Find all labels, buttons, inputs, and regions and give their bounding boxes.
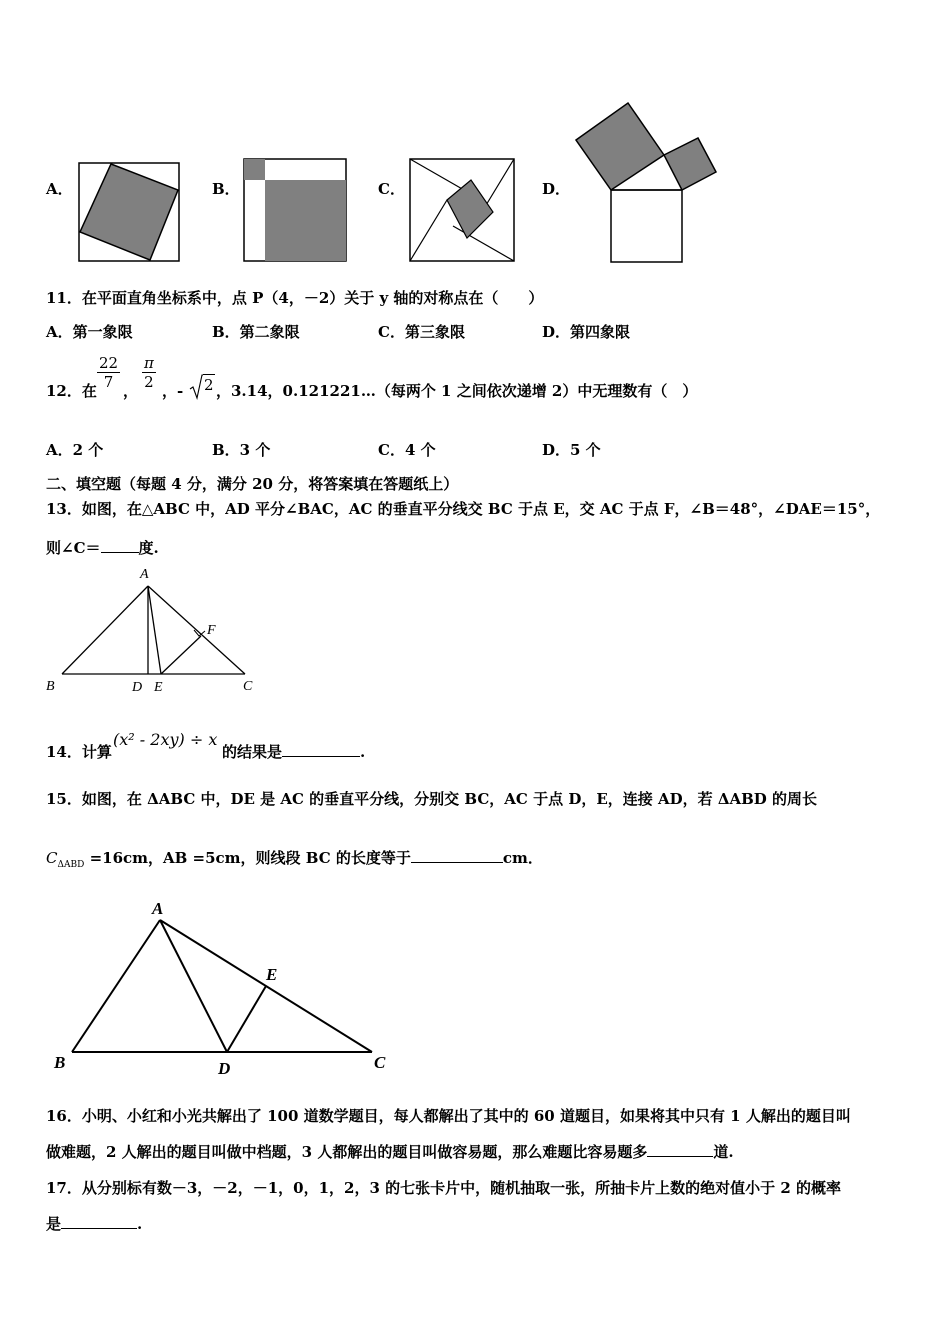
q11-option-c: C．第三象限: [378, 323, 465, 341]
q15-perimeter-symbol: C: [46, 849, 58, 867]
vertex-label-a: A: [152, 899, 164, 918]
q11-stem: 11．在平面直角坐标系中，点 P（4，－2）关于 y 轴的对称点在（ ）: [46, 289, 544, 307]
q10-option-a-figure: [78, 162, 180, 262]
q10-option-b-figure: [243, 158, 347, 262]
right-gray-square: [664, 138, 716, 190]
q12-option-c: C．4 个: [378, 441, 436, 459]
fraction-denominator: 2: [144, 373, 154, 391]
small-gray-square: [244, 159, 265, 180]
bottom-square: [611, 190, 682, 262]
q17-line2-suffix: .: [137, 1215, 143, 1233]
q17-line1: 17．从分别标有数－3，－2，－1，0，1，2，3 的七张卡片中，随机抽取一张，所抽卡片上数的绝对值小于 2 的概率: [46, 1179, 842, 1197]
vertex-label-c: C: [374, 1053, 386, 1072]
vertex-label-b: B: [54, 1053, 66, 1072]
q12-after-pi: ，-: [162, 382, 184, 400]
q16-line1: 16．小明、小红和小光共解出了 100 道数学题目，每人都解出了其中的 60 道题目，如果将其中只有 1 人解出的题目叫: [46, 1107, 851, 1125]
q11-option-d: D．第四象限: [542, 323, 631, 341]
q10-option-b-label: B．: [212, 180, 240, 198]
fraction-numerator: 22: [99, 354, 119, 372]
q11-option-a: A．第一象限: [46, 323, 133, 341]
q13-answer-blank[interactable]: [101, 538, 139, 553]
vertex-label-b: B: [46, 679, 55, 694]
q12-fraction-pi-2: [142, 354, 156, 391]
q11-option-b: B．第二象限: [212, 323, 300, 341]
q15-line2-text: =16cm，AB =5cm，则线段 BC 的长度等于: [89, 849, 411, 867]
q17-line2: [46, 1213, 142, 1234]
q10-option-a-label: A．: [46, 180, 73, 198]
vertex-label-d: D: [132, 680, 143, 695]
fraction-denominator: 7: [103, 373, 114, 391]
q12-comma: ，: [123, 382, 139, 400]
q16-answer-blank[interactable]: [647, 1142, 713, 1157]
vertex-label-e: E: [266, 965, 278, 984]
q14-suffix: 的结果是: [222, 743, 283, 761]
q15-answer-blank[interactable]: [411, 848, 503, 863]
q12-fraction-22-7: [97, 354, 120, 391]
fraction-numerator: π: [144, 354, 154, 372]
q14-expression: (x² - 2xy) ÷ x: [113, 730, 218, 749]
q15-perimeter-subscript: ΔABD: [57, 860, 85, 870]
vertex-label-f: F: [207, 623, 216, 638]
q17-line2-prefix: 是: [46, 1215, 62, 1233]
q14-prefix: 14．计算: [46, 743, 112, 761]
q12-option-d: D．5 个: [542, 441, 601, 459]
q16-line2-prefix: 做难题，2 人解出的题目叫做中档题，3 人都解出的题目叫做容易题，那么难题比容易题多: [46, 1143, 648, 1161]
q13-triangle-figure: [40, 560, 270, 700]
section-2-heading: 二、填空题（每题 4 分，满分 20 分，将答案填在答题纸上）: [46, 475, 459, 493]
q14-line: [222, 741, 365, 762]
q10-option-c-figure: [409, 158, 515, 262]
q10-option-c-label: C．: [378, 180, 405, 198]
q17-answer-blank[interactable]: [61, 1214, 137, 1229]
vertex-label-a: A: [140, 567, 149, 582]
q10-option-d-figure: [574, 100, 720, 264]
large-gray-rect: [265, 180, 346, 261]
q12-rest: ，3.14，0.121221…（每两个 1 之间依次递增 2）中无理数有（ ）: [216, 382, 698, 400]
q14-end: .: [360, 743, 366, 761]
vertex-label-d: D: [218, 1059, 231, 1078]
left-gray-square: [576, 103, 664, 190]
q13-line2-suffix: 度.: [138, 539, 159, 557]
q10-option-d-label: D．: [542, 180, 571, 198]
q15-line2: [46, 847, 543, 870]
q12-option-b: B．3 个: [212, 441, 271, 459]
vertex-label-c: C: [243, 679, 253, 694]
q12-sqrt-arg: 2: [204, 376, 214, 394]
q15-line1: 15．如图，在 ΔABC 中，DE 是 AC 的垂直平分线，分别交 BC，AC 于点 D，E，连接 AD，若 ΔABD 的周长: [46, 790, 818, 808]
vertex-label-e: E: [154, 680, 163, 695]
q13-line2-prefix: 则∠C＝: [46, 539, 101, 557]
q15-triangle-figure: [46, 890, 396, 1082]
q16-line2-suffix: 道.: [713, 1143, 734, 1161]
q12-prefix: 12．在: [46, 382, 97, 400]
q16-line2: [46, 1141, 734, 1162]
sqrt-sign-icon: [189, 374, 203, 400]
q14-answer-blank[interactable]: [282, 742, 360, 757]
q15-line2-end: cm．: [502, 849, 543, 867]
q13-line2: [46, 537, 159, 558]
q12-option-a: A．2 个: [46, 441, 104, 459]
q13-line1: 13．如图，在△ABC 中，AD 平分∠BAC，AC 的垂直平分线交 BC 于点 E，交 AC 于点 F，∠B＝48°，∠DAE＝15°，: [46, 500, 881, 518]
